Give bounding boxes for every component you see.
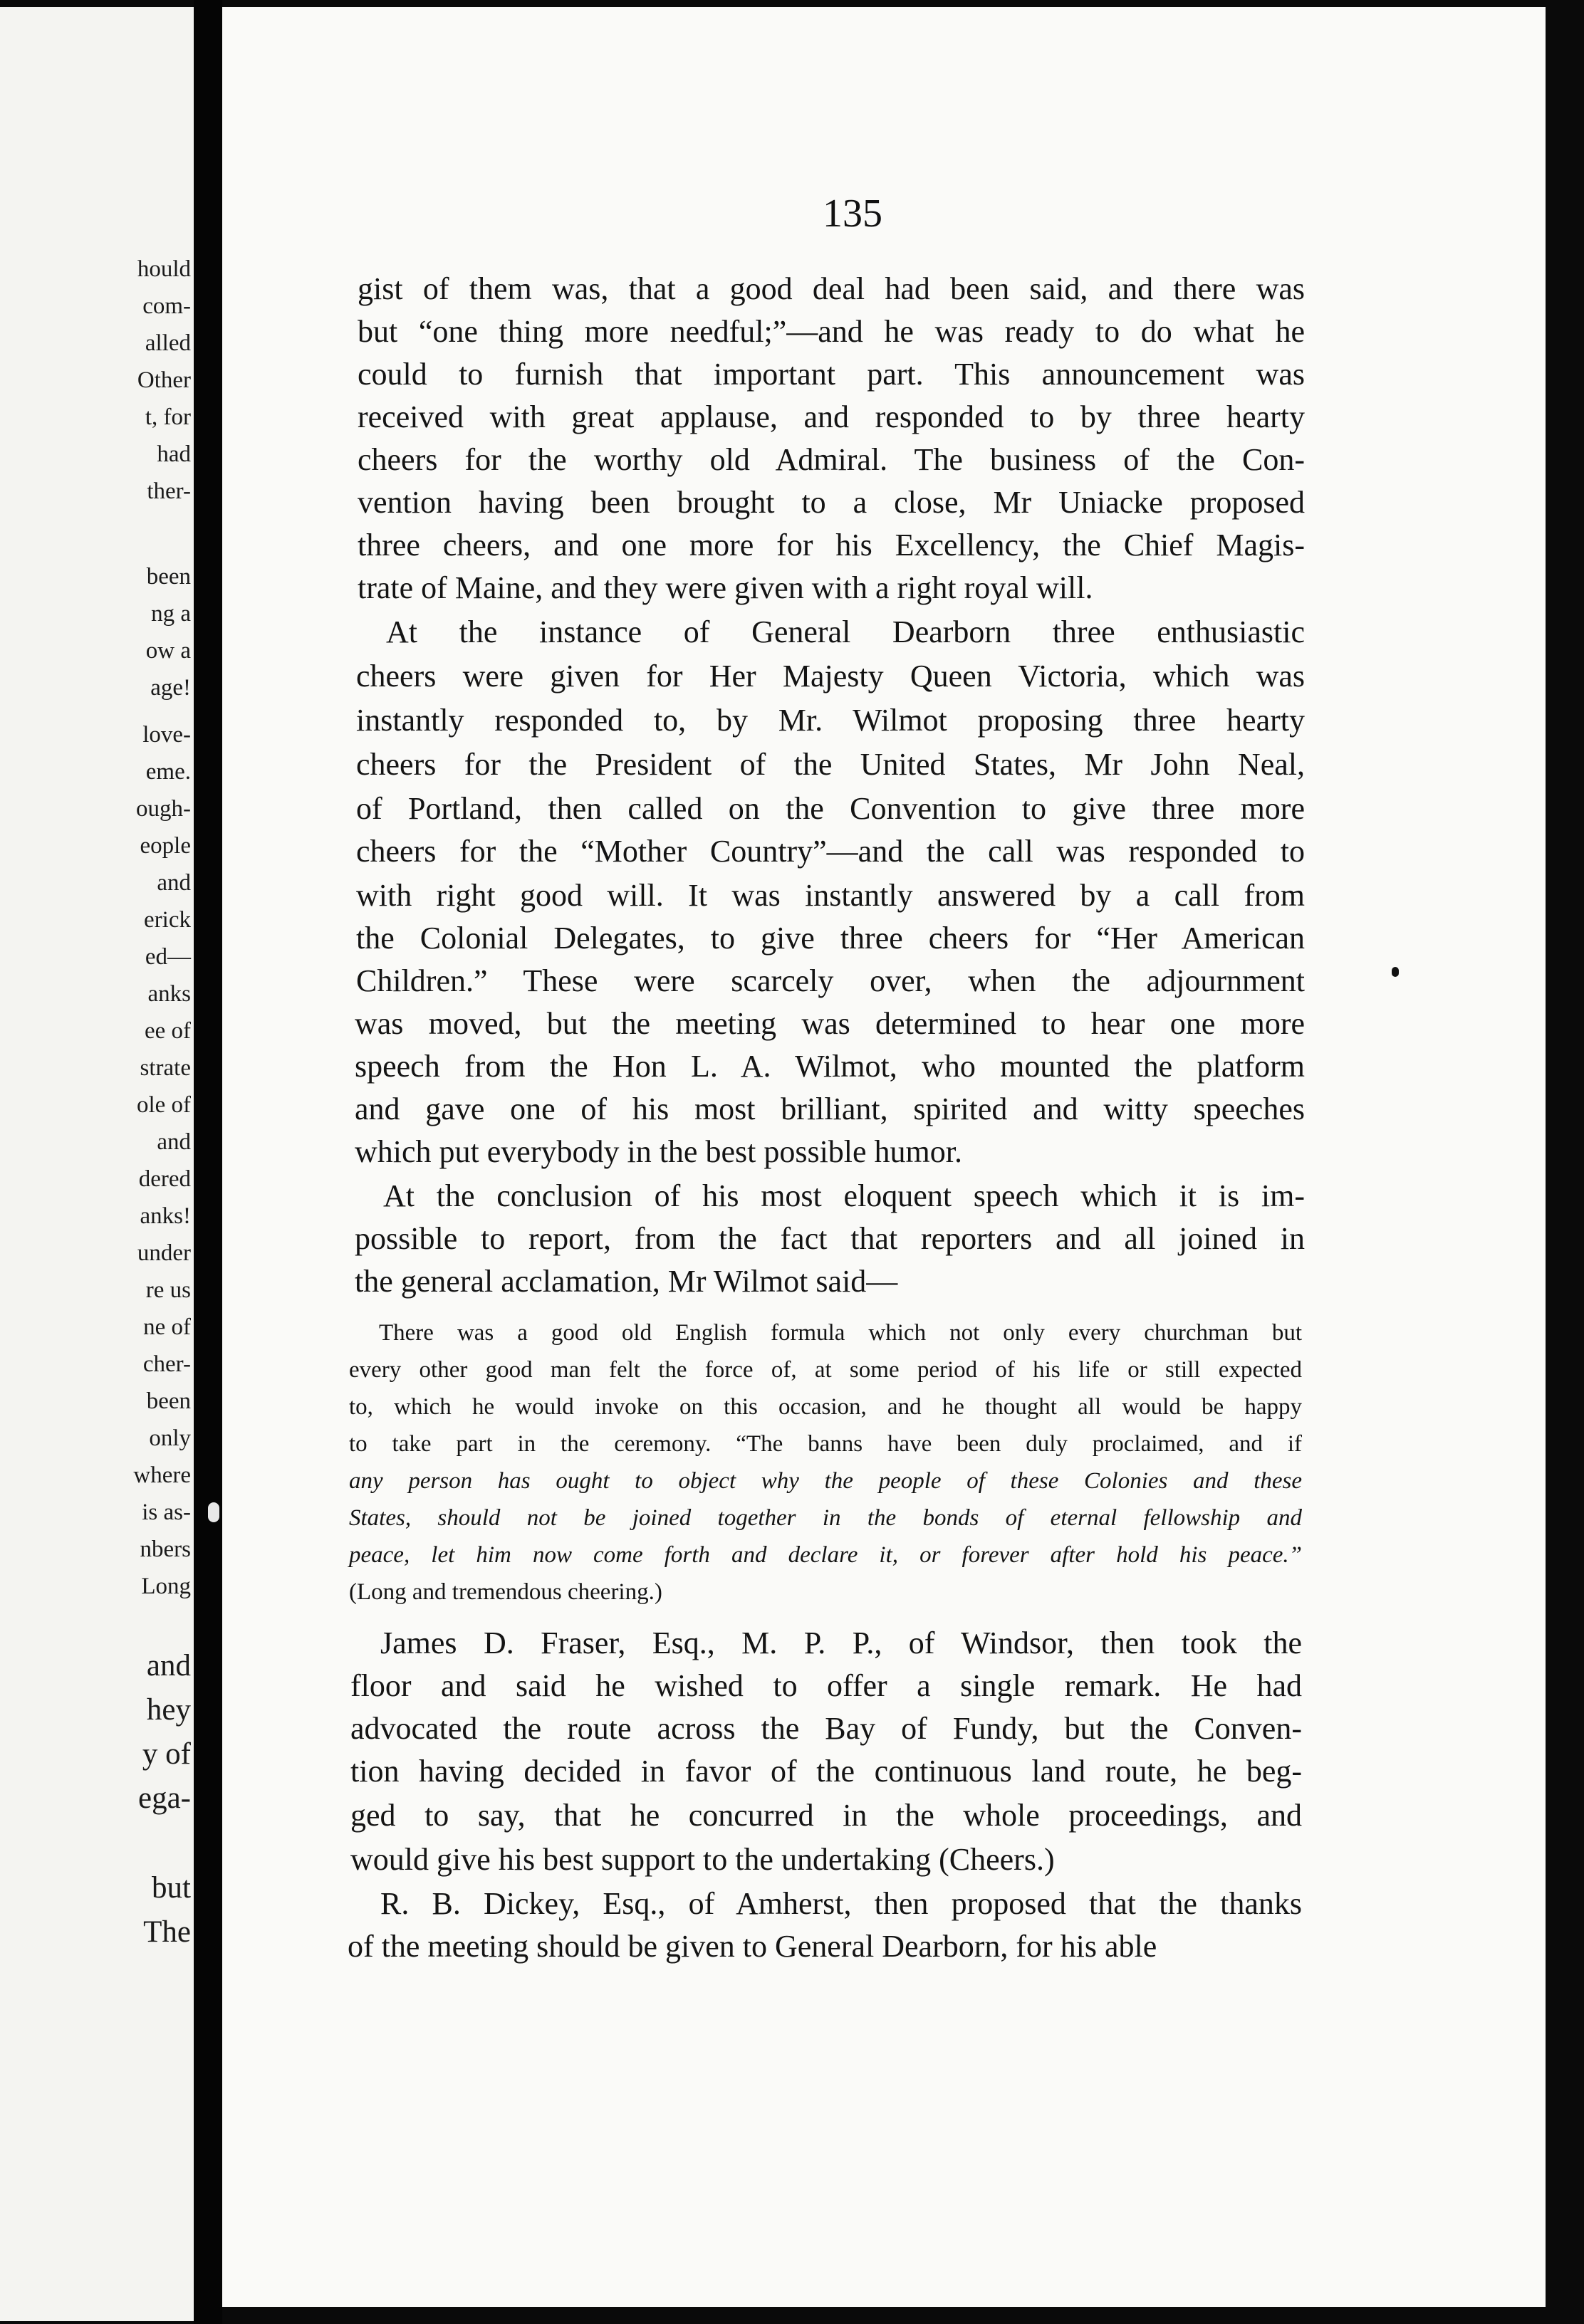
facing-page-text: Long — [141, 1574, 191, 1599]
text-line: At the conclusion of his most eloquent speech which it is im- — [383, 1178, 1305, 1213]
text-line: cheers for the President of the United States, Mr John Neal, — [356, 747, 1305, 782]
facing-page-text: anks! — [140, 1203, 191, 1229]
text-line: received with great applause, and responded to by three hearty — [358, 399, 1305, 434]
facing-page-text: dered — [138, 1166, 191, 1192]
quote-line: any person has ought to object why the people of these Colonies and these — [349, 1468, 1302, 1494]
facing-page-text: t, for — [145, 404, 191, 430]
facing-page-text: age! — [150, 675, 191, 701]
quote-line: States, should not be joined together in the bonds of eternal fellowship and — [349, 1505, 1302, 1531]
text-line: and gave one of his most brilliant, spirited and witty speeches — [355, 1092, 1305, 1126]
facing-page-text: hould — [137, 256, 191, 282]
facing-page-text: ne of — [143, 1314, 191, 1340]
text-line: but “one thing more needful;”—and he was ready to do what he — [358, 314, 1305, 349]
text-line: could to furnish that important part. This announcement was — [358, 357, 1305, 392]
ink-speck — [1392, 967, 1399, 977]
facing-page-text: cher- — [142, 1351, 191, 1377]
facing-page-text: under — [137, 1240, 191, 1266]
text-line: possible to report, from the fact that reporters and all joined in — [355, 1221, 1305, 1256]
quote-line: (Long and tremendous cheering.) — [349, 1579, 662, 1605]
facing-page-text: anks — [147, 981, 191, 1007]
text-line: with right good will. It was instantly answered by a call from — [356, 878, 1305, 913]
text-line: Children.” These were scarcely over, when the adjournment — [356, 963, 1305, 998]
text-line: advocated the route across the Bay of Fundy, but the Conven- — [350, 1711, 1302, 1746]
facing-page-text: re us — [145, 1277, 191, 1303]
facing-page-text: alled — [145, 330, 191, 356]
text-line: vention having been brought to a close, Mr Uniacke proposed — [358, 485, 1305, 520]
facing-page-text: nbers — [140, 1537, 191, 1562]
text-line: cheers for the “Mother Country”—and the call was responded to — [356, 834, 1305, 869]
text-line: instantly responded to, by Mr. Wilmot proposing three hearty — [356, 703, 1305, 738]
quote-line: every other good man felt the force of, at some period of his life or still expected — [349, 1357, 1302, 1383]
facing-page-text: Other — [137, 367, 191, 393]
facing-page-text: and — [157, 1129, 191, 1155]
text-line: ged to say, that he concurred in the whole proceedings, and — [350, 1798, 1302, 1833]
quote-line: peace, let him now come forth and declare it, or forever after hold his peace.” — [349, 1542, 1302, 1568]
text-line: James D. Fraser, Esq., M. P. P., of Windsor, then took the — [380, 1626, 1302, 1660]
facing-page-text: strate — [140, 1055, 191, 1081]
facing-page-text: ough- — [136, 796, 191, 822]
page-number: 135 — [823, 192, 882, 236]
facing-page-text: and — [157, 870, 191, 896]
facing-page-text: is as- — [142, 1499, 191, 1525]
text-line: was moved, but the meeting was determined to hear one more — [355, 1006, 1305, 1041]
facing-page-text: y of — [142, 1737, 191, 1771]
facing-page-text: ther- — [147, 478, 191, 504]
quote-line: to, which he would invoke on this occasion, and he thought all would be happy — [349, 1394, 1302, 1420]
book-gutter — [194, 0, 222, 2324]
facing-page-text: only — [149, 1425, 191, 1451]
facing-page-text: erick — [144, 907, 191, 933]
text-line: the Colonial Delegates, to give three cheers for “Her American — [356, 921, 1305, 956]
facing-page-text: ee of — [144, 1018, 191, 1044]
text-line: the general acclamation, Mr Wilmot said— — [355, 1264, 898, 1299]
facing-page-text: ng a — [151, 601, 191, 627]
quote-line: to take part in the ceremony. “The banns have been duly proclaimed, and if — [349, 1431, 1302, 1457]
facing-page-text: hey — [146, 1693, 191, 1727]
facing-page-text: love- — [142, 722, 191, 748]
text-line: three cheers, and one more for his Excellency, the Chief Magis- — [358, 528, 1305, 562]
facing-page-text: been — [146, 1388, 191, 1414]
facing-page-text: been — [146, 564, 191, 590]
facing-page-text: eme. — [145, 759, 191, 785]
facing-page-text: and — [146, 1649, 191, 1682]
text-line: of the meeting should be given to General Dearborn, for his able — [348, 1929, 1157, 1964]
binding-mark — [208, 1502, 219, 1522]
text-line: of Portland, then called on the Convention to give three more — [356, 791, 1305, 826]
facing-page-text: The — [143, 1915, 191, 1949]
text-line: trate of Maine, and they were given with a right royal will. — [358, 570, 1093, 605]
quote-line: There was a good old English formula which not only every churchman but — [379, 1320, 1302, 1346]
text-line: cheers were given for Her Majesty Queen Victoria, which was — [356, 659, 1305, 693]
text-line: floor and said he wished to offer a single remark. He had — [350, 1668, 1302, 1703]
facing-page-text: com- — [142, 293, 191, 319]
facing-page-text: but — [152, 1871, 191, 1905]
facing-page-text: where — [133, 1462, 191, 1488]
text-line: speech from the Hon L. A. Wilmot, who mounted the platform — [355, 1049, 1305, 1084]
facing-page-text: ed— — [145, 944, 191, 970]
text-line: gist of them was, that a good deal had been said, and there was — [358, 271, 1305, 306]
main-page — [222, 7, 1546, 2307]
text-line: cheers for the worthy old Admiral. The business of the Con- — [358, 442, 1305, 477]
facing-page-text: ow a — [145, 638, 191, 664]
facing-page-text: ega- — [138, 1781, 191, 1815]
text-line: At the instance of General Dearborn three enthusiastic — [386, 614, 1305, 649]
text-line: would give his best support to the undertaking (Cheers.) — [350, 1842, 1055, 1877]
text-line: R. B. Dickey, Esq., of Amherst, then proposed that the thanks — [380, 1886, 1302, 1921]
facing-page-text: had — [157, 441, 191, 467]
facing-page-text: ole of — [136, 1092, 191, 1118]
text-line: which put everybody in the best possible humor. — [355, 1134, 962, 1169]
facing-page-text: eople — [140, 833, 191, 859]
text-line: tion having decided in favor of the continuous land route, he beg- — [350, 1754, 1302, 1789]
facing-page-fragment — [0, 7, 194, 2321]
